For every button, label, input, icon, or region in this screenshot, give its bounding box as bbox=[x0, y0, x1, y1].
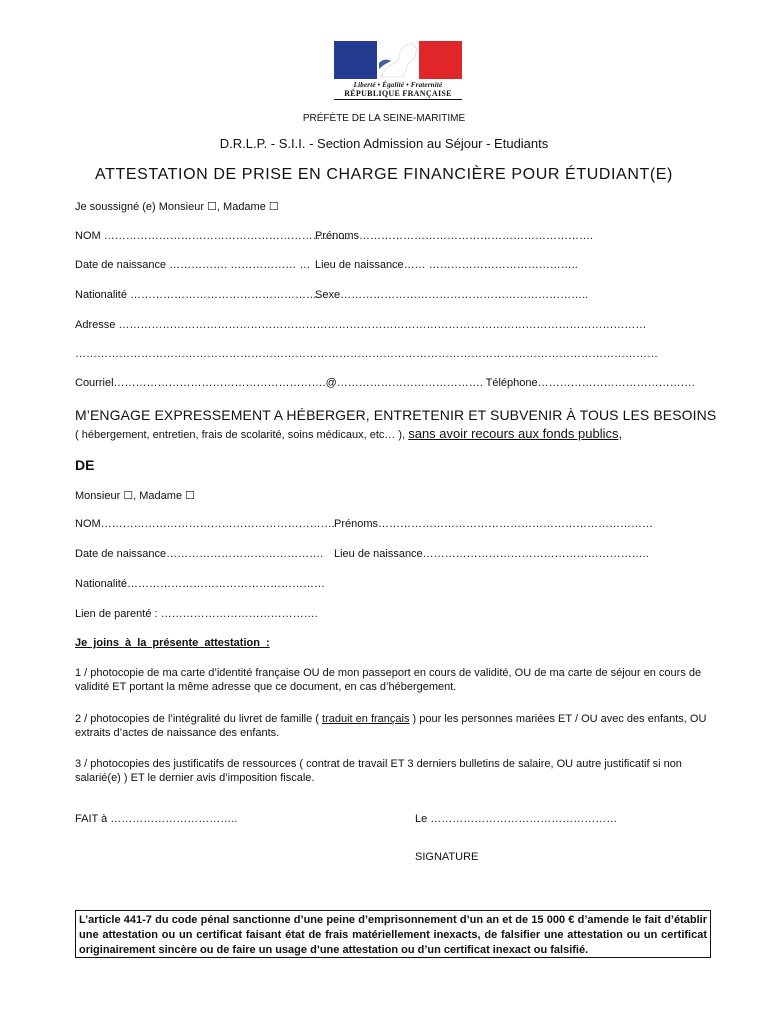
date-le-field[interactable]: Le …………………………………………… bbox=[415, 813, 618, 825]
declarant-nationalite-field[interactable]: Nationalité ……………………………………………. bbox=[75, 289, 321, 301]
attachments-heading: Je joins à la présente attestation : bbox=[75, 637, 270, 649]
engagement-detail-text: ( hébergement, entretien, frais de scolarité, soins médicaux, etc… ), bbox=[75, 429, 409, 441]
attachment-item-2-text-a: 2 / photocopies de l’intégralité du livret de famille ( bbox=[75, 713, 323, 725]
beneficiary-date-naissance-field[interactable]: Date de naissance……………………………………. bbox=[75, 548, 324, 560]
attachment-item-1: 1 / photocopie de ma carte d’identité française OU de mon passeport en cours de validité, OU de ma carte de séjour en cours de validité ET portant la même adresse que ce document, en cas d’hébergement. bbox=[75, 667, 702, 693]
beneficiary-de-label: DE bbox=[75, 457, 95, 473]
signature-label: SIGNATURE bbox=[415, 851, 479, 863]
legal-notice-box: L’article 441-7 du code pénal sanctionne d’une peine d’emprisonnement d’un an et de 15 000 € d’amende le fait d’établir une attestation ou un certificat faisant état de frais matériellement inexacts, de falsifier une attestation ou un certificat originairement sincère ou de faire un usage d’une attestation ou d’un certificat inexact ou falsifié. bbox=[75, 910, 711, 958]
beneficiary-civility[interactable]: Monsieur ☐, Madame ☐ bbox=[75, 490, 195, 502]
declarant-lieu-naissance-field[interactable]: Lieu de naissance…… ………………………………….. bbox=[315, 259, 578, 271]
declarant-prenoms-field[interactable]: Prénoms………………………………………………………. bbox=[315, 230, 594, 242]
engagement-emphasis: sans avoir recours aux fonds publics, bbox=[408, 426, 623, 441]
attachment-item-2-underlined: traduit en français bbox=[322, 713, 410, 725]
prefecture-label: PRÉFÈTE DE LA SEINE-MARITIME bbox=[302, 113, 466, 124]
declarant-date-naissance-field[interactable]: Date de naissance ……………. ……………… … bbox=[75, 259, 311, 271]
attachment-item-2-text-b: ) pour les personnes mariées ET / OU avec des enfants, OU extraits d’actes de naissance des enfants. bbox=[75, 713, 707, 739]
declarant-adresse-field[interactable]: Adresse ……………………………………………………………………………………………………………………………… bbox=[75, 319, 647, 331]
declarant-adresse-line2-field[interactable]: …………………………………………………………………………………………………………………………………………… bbox=[75, 348, 658, 360]
beneficiary-prenoms-field[interactable]: Prénoms………………………………………………………………… bbox=[334, 518, 654, 530]
motto: Liberté • Égalité • Fraternité bbox=[353, 81, 443, 89]
beneficiary-nationalite-field[interactable]: Nationalité……………………………………………… bbox=[75, 578, 325, 590]
department-label: D.R.L.P. - S.I.I. - Section Admission au Séjour - Etudiants bbox=[219, 136, 549, 151]
engagement-heading: M’ENGAGE EXPRESSEMENT A HÉBERGER, ENTRETENIR ET SUBVENIR À TOUS LES BESOINS bbox=[75, 407, 717, 423]
beneficiary-lieu-naissance-field[interactable]: Lieu de naissance…………………………………………………….. bbox=[334, 548, 649, 560]
attachment-item-2 bbox=[75, 712, 711, 740]
republique-francaise-label: RÉPUBLIQUE FRANÇAISE bbox=[334, 89, 462, 100]
declarant-civility[interactable]: Je soussigné (e) Monsieur ☐, Madame ☐ bbox=[75, 201, 279, 213]
marianne-flag-icon bbox=[334, 41, 462, 79]
engagement-detail bbox=[75, 426, 622, 441]
declarant-nom-field[interactable]: NOM …………………………………………………………. bbox=[75, 230, 349, 242]
page-title: ATTESTATION DE PRISE EN CHARGE FINANCIÈRE POUR ÉTUDIANT(E) bbox=[95, 166, 673, 183]
beneficiary-nom-field[interactable]: NOM………………………………………………………. bbox=[75, 518, 335, 530]
declarant-sexe-field[interactable]: Sexe………………………………………………………….. bbox=[315, 289, 589, 301]
republique-francaise-logo bbox=[334, 41, 462, 100]
beneficiary-lien-parente-field[interactable]: Lien de parenté : ……………………………………. bbox=[75, 608, 318, 620]
fait-a-field[interactable]: FAIT à …………………………….. bbox=[75, 813, 238, 825]
attachment-item-3: 3 / photocopies des justificatifs de ressources ( contrat de travail ET 3 derniers bulletins de salaire, OU autre justificatif si non salarié(e) ) ET le dernier avis d’imposition fiscale. bbox=[75, 758, 682, 784]
declarant-courriel-telephone-field[interactable]: Courriel………………………………………………….@…………………………………. Téléphone……………………………………. bbox=[75, 377, 695, 389]
